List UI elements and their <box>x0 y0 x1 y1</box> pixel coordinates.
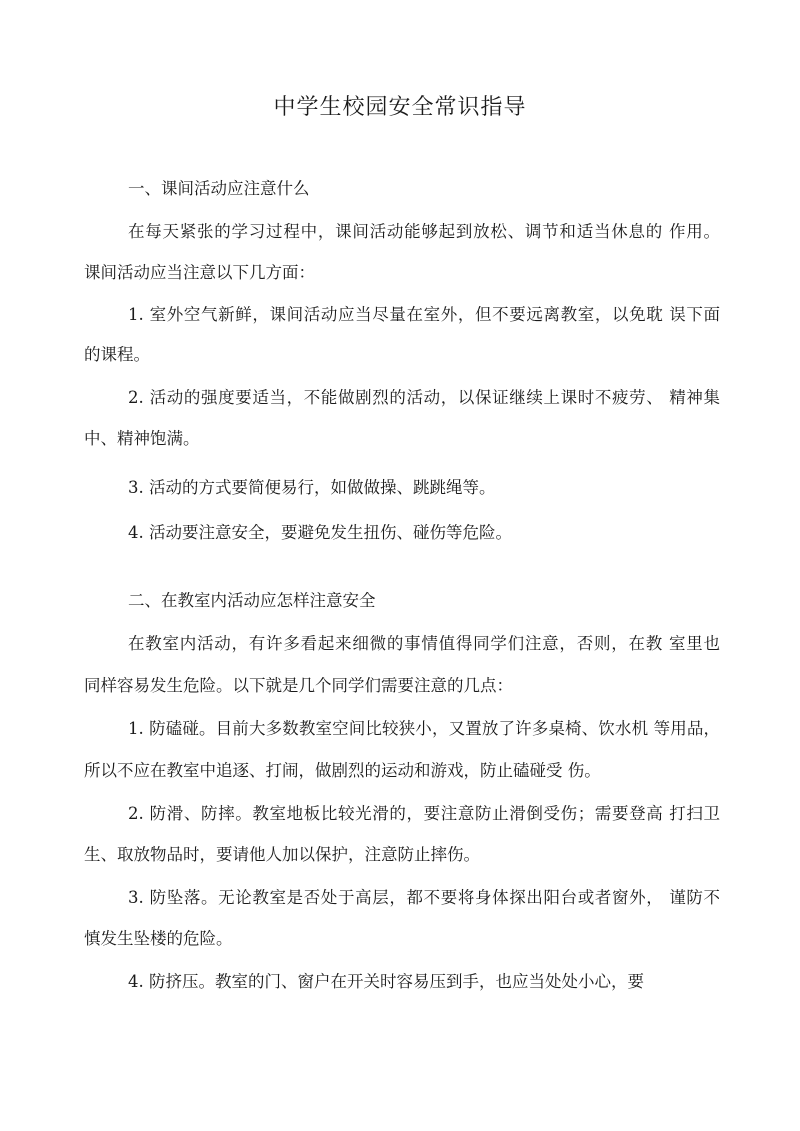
list-item-line: 1. 防磕碰。目前大多数教室空间比较狭小，又置放了许多桌椅、饮水机 等用品， <box>128 719 720 738</box>
list-item-line: 4. 活动要注意安全，要避免发生扭伤、碰伤等危险。 <box>128 523 512 542</box>
list-item-line: 慎发生坠楼的危险。 <box>84 929 233 948</box>
list-item-line: 生、取放物品时，要请他人加以保护，注意防止摔伤。 <box>84 845 480 864</box>
list-item-line: 中、精神饱满。 <box>84 429 200 448</box>
section-heading-2: 二、在教室内活动应怎样注意安全 <box>128 591 376 610</box>
list-item-line: 2. 活动的强度要适当，不能做剧烈的活动，以保证继续上课时不疲劳、 精神集 <box>128 388 720 407</box>
document-title: 中学生校园安全常识指导 <box>273 95 527 120</box>
paragraph-line: 在教室内活动，有许多看起来细微的事情值得同学们注意，否则，在教 室里也 <box>128 634 720 653</box>
list-item-line: 1. 室外空气新鲜，课间活动应当尽量在室外，但不要远离教室，以免耽 误下面 <box>128 305 720 324</box>
list-item-line: 的课程。 <box>84 345 150 364</box>
list-item-line: 所以不应在教室中追逐、打闹，做剧烈的运动和游戏，防止磕碰受 伤。 <box>84 761 601 780</box>
list-item-line: 3. 活动的方式要简便易行，如做做操、跳跳绳等。 <box>128 478 496 497</box>
list-item-line: 2. 防滑、防摔。教室地板比较光滑的，要注意防止滑倒受伤；需要登高 打扫卫 <box>128 804 720 823</box>
paragraph-line: 同样容易发生危险。以下就是几个同学们需要注意的几点： <box>84 676 513 695</box>
paragraph-line: 课间活动应当注意以下几方面： <box>84 263 315 282</box>
list-item-line: 4. 防挤压。教室的门、窗户在开关时容易压到手，也应当处处小心，要 <box>128 972 644 991</box>
paragraph-line: 在每天紧张的学习过程中，课间活动能够起到放松、调节和适当休息的 作用。 <box>128 222 720 241</box>
list-item-line: 3. 防坠落。无论教室是否处于高层，都不要将身体探出阳台或者窗外， 谨防不 <box>128 888 720 907</box>
section-heading-1: 一、课间活动应注意什么 <box>128 179 310 198</box>
